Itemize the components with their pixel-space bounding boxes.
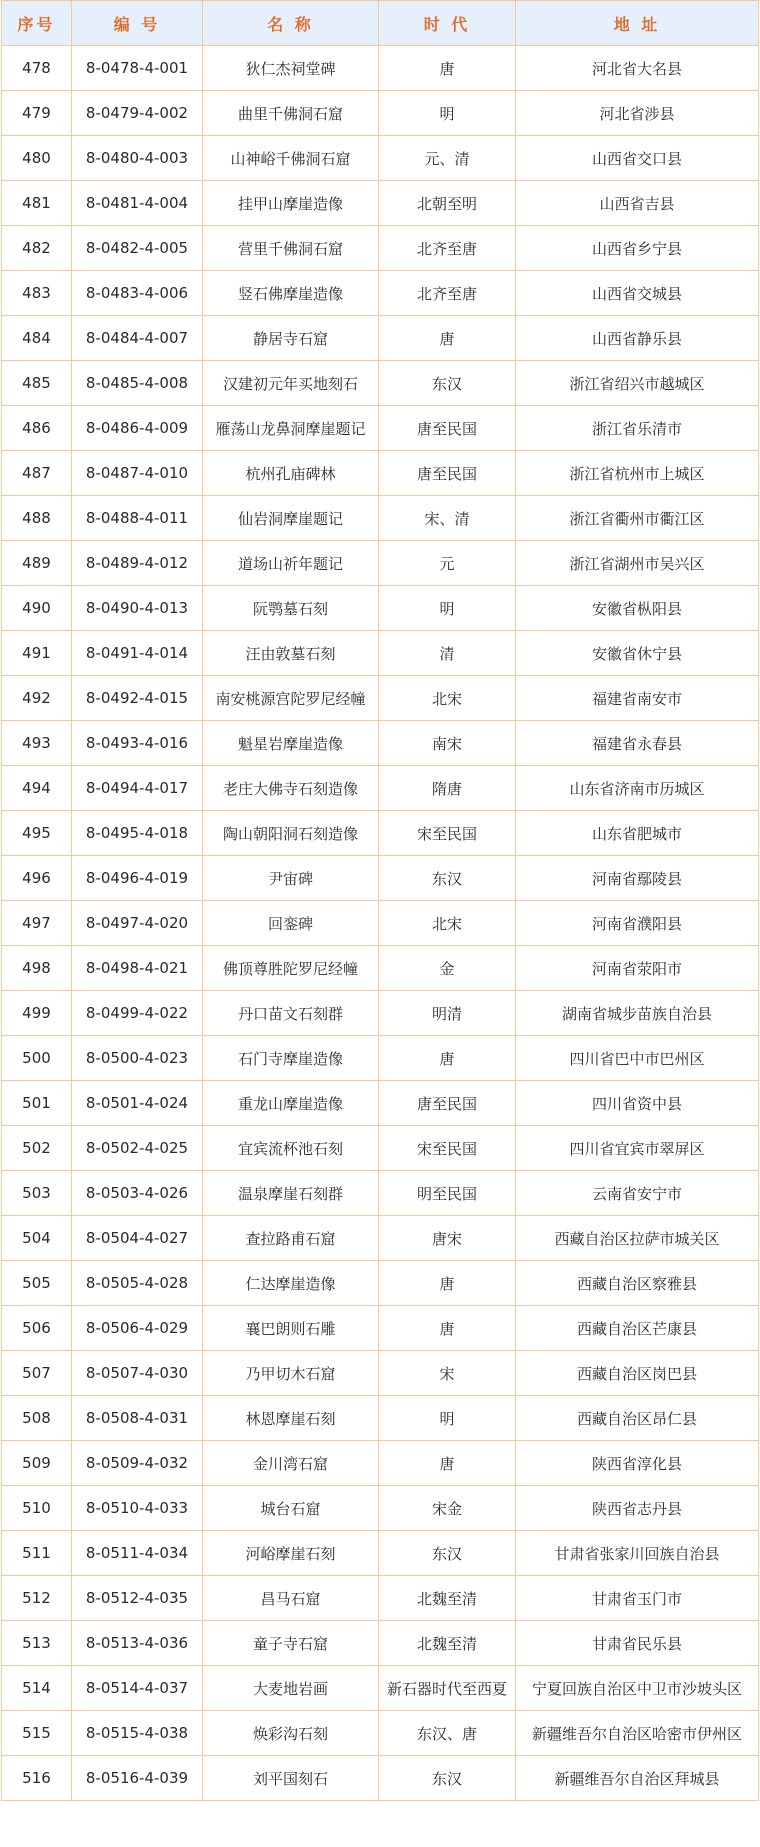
cell-code: 8-0507-4-030 xyxy=(72,1351,203,1396)
cell-seq: 485 xyxy=(2,361,72,406)
cell-code: 8-0504-4-027 xyxy=(72,1216,203,1261)
table-row xyxy=(2,991,759,1036)
cell-seq: 490 xyxy=(2,586,72,631)
cell-era: 明至民国 xyxy=(379,1171,516,1216)
cell-era: 唐 xyxy=(379,1036,516,1081)
cell-name: 杭州孔庙碑林 xyxy=(203,451,379,496)
cell-seq: 503 xyxy=(2,1171,72,1216)
cell-code: 8-0506-4-029 xyxy=(72,1306,203,1351)
table-row xyxy=(2,1126,759,1171)
cell-name: 雁荡山龙鼻洞摩崖题记 xyxy=(203,406,379,451)
cell-seq: 482 xyxy=(2,226,72,271)
cell-name: 大麦地岩画 xyxy=(203,1666,379,1711)
cell-era: 宋至民国 xyxy=(379,811,516,856)
cell-address: 四川省巴中市巴州区 xyxy=(516,1036,759,1081)
cell-era: 隋唐 xyxy=(379,766,516,811)
cell-seq: 515 xyxy=(2,1711,72,1756)
cell-code: 8-0489-4-012 xyxy=(72,541,203,586)
cell-address: 西藏自治区昂仁县 xyxy=(516,1396,759,1441)
table-row xyxy=(2,271,759,316)
cell-address: 浙江省杭州市上城区 xyxy=(516,451,759,496)
cell-era: 东汉 xyxy=(379,1531,516,1576)
cell-name: 石门寺摩崖造像 xyxy=(203,1036,379,1081)
cell-era: 唐 xyxy=(379,46,516,91)
cell-era: 东汉 xyxy=(379,361,516,406)
cell-name: 河峪摩崖石刻 xyxy=(203,1531,379,1576)
cell-code: 8-0490-4-013 xyxy=(72,586,203,631)
cell-address: 甘肃省张家川回族自治县 xyxy=(516,1531,759,1576)
cell-era: 明 xyxy=(379,91,516,136)
cell-address: 新疆维吾尔自治区哈密市伊州区 xyxy=(516,1711,759,1756)
cell-era: 北宋 xyxy=(379,901,516,946)
table-row xyxy=(2,316,759,361)
table-row xyxy=(2,1711,759,1756)
table-row xyxy=(2,226,759,271)
cell-name: 营里千佛洞石窟 xyxy=(203,226,379,271)
cell-address: 山西省乡宁县 xyxy=(516,226,759,271)
cell-era: 北魏至清 xyxy=(379,1576,516,1621)
cell-code: 8-0484-4-007 xyxy=(72,316,203,361)
cell-address: 甘肃省民乐县 xyxy=(516,1621,759,1666)
cell-era: 唐 xyxy=(379,1441,516,1486)
cell-seq: 505 xyxy=(2,1261,72,1306)
cell-era: 宋、清 xyxy=(379,496,516,541)
cell-code: 8-0513-4-036 xyxy=(72,1621,203,1666)
cell-seq: 502 xyxy=(2,1126,72,1171)
table-header xyxy=(2,1,759,46)
cell-address: 陕西省志丹县 xyxy=(516,1486,759,1531)
cell-name: 童子寺石窟 xyxy=(203,1621,379,1666)
cell-address: 山西省交城县 xyxy=(516,271,759,316)
table-row xyxy=(2,856,759,901)
cell-address: 河北省涉县 xyxy=(516,91,759,136)
cell-name: 静居寺石窟 xyxy=(203,316,379,361)
cell-name: 重龙山摩崖造像 xyxy=(203,1081,379,1126)
header-row xyxy=(2,1,759,46)
table-row xyxy=(2,406,759,451)
table-row xyxy=(2,766,759,811)
cell-name: 竖石佛摩崖造像 xyxy=(203,271,379,316)
table-row xyxy=(2,1351,759,1396)
cell-name: 佛顶尊胜陀罗尼经幢 xyxy=(203,946,379,991)
cell-code: 8-0485-4-008 xyxy=(72,361,203,406)
cell-address: 西藏自治区芒康县 xyxy=(516,1306,759,1351)
cell-name: 汉建初元年买地刻石 xyxy=(203,361,379,406)
cell-code: 8-0512-4-035 xyxy=(72,1576,203,1621)
cell-code: 8-0495-4-018 xyxy=(72,811,203,856)
cell-code: 8-0502-4-025 xyxy=(72,1126,203,1171)
cell-seq: 491 xyxy=(2,631,72,676)
cell-era: 东汉、唐 xyxy=(379,1711,516,1756)
cell-name: 城台石窟 xyxy=(203,1486,379,1531)
cell-name: 乃甲切木石窟 xyxy=(203,1351,379,1396)
cell-name: 曲里千佛洞石窟 xyxy=(203,91,379,136)
cell-era: 北朝至明 xyxy=(379,181,516,226)
cell-seq: 486 xyxy=(2,406,72,451)
header-name: 名 称 xyxy=(203,1,379,46)
table-row xyxy=(2,946,759,991)
cell-era: 明 xyxy=(379,586,516,631)
cell-name: 老庄大佛寺石刻造像 xyxy=(203,766,379,811)
cell-code: 8-0498-4-021 xyxy=(72,946,203,991)
cell-address: 河南省鄢陵县 xyxy=(516,856,759,901)
cell-address: 河南省濮阳县 xyxy=(516,901,759,946)
cell-era: 东汉 xyxy=(379,1756,516,1801)
cell-address: 浙江省绍兴市越城区 xyxy=(516,361,759,406)
table-row xyxy=(2,541,759,586)
cell-name: 挂甲山摩崖造像 xyxy=(203,181,379,226)
cell-era: 北宋 xyxy=(379,676,516,721)
cell-name: 汪由敦墓石刻 xyxy=(203,631,379,676)
cell-name: 尹宙碑 xyxy=(203,856,379,901)
cell-code: 8-0478-4-001 xyxy=(72,46,203,91)
cell-code: 8-0503-4-026 xyxy=(72,1171,203,1216)
cell-address: 西藏自治区岗巴县 xyxy=(516,1351,759,1396)
cell-seq: 508 xyxy=(2,1396,72,1441)
cell-code: 8-0481-4-004 xyxy=(72,181,203,226)
cell-name: 仙岩洞摩崖题记 xyxy=(203,496,379,541)
cell-address: 安徽省枞阳县 xyxy=(516,586,759,631)
table-row xyxy=(2,1396,759,1441)
cell-seq: 497 xyxy=(2,901,72,946)
cell-address: 宁夏回族自治区中卫市沙坡头区 xyxy=(516,1666,759,1711)
cell-code: 8-0499-4-022 xyxy=(72,991,203,1036)
cell-era: 唐至民国 xyxy=(379,406,516,451)
table-row xyxy=(2,451,759,496)
cell-address: 山西省静乐县 xyxy=(516,316,759,361)
cell-address: 湖南省城步苗族自治县 xyxy=(516,991,759,1036)
header-seq: 序号 xyxy=(2,1,72,46)
cell-era: 唐至民国 xyxy=(379,1081,516,1126)
cell-code: 8-0508-4-031 xyxy=(72,1396,203,1441)
cell-code: 8-0505-4-028 xyxy=(72,1261,203,1306)
cell-seq: 507 xyxy=(2,1351,72,1396)
table-row xyxy=(2,1441,759,1486)
cell-seq: 500 xyxy=(2,1036,72,1081)
cell-name: 金川湾石窟 xyxy=(203,1441,379,1486)
cell-name: 魁星岩摩崖造像 xyxy=(203,721,379,766)
cell-code: 8-0479-4-002 xyxy=(72,91,203,136)
cell-seq: 494 xyxy=(2,766,72,811)
cell-name: 温泉摩崖石刻群 xyxy=(203,1171,379,1216)
cell-name: 林恩摩崖石刻 xyxy=(203,1396,379,1441)
cell-name: 查拉路甫石窟 xyxy=(203,1216,379,1261)
cell-address: 浙江省乐清市 xyxy=(516,406,759,451)
cell-code: 8-0488-4-011 xyxy=(72,496,203,541)
cell-era: 金 xyxy=(379,946,516,991)
cell-name: 焕彩沟石刻 xyxy=(203,1711,379,1756)
cell-name: 昌马石窟 xyxy=(203,1576,379,1621)
table-row xyxy=(2,91,759,136)
cell-code: 8-0482-4-005 xyxy=(72,226,203,271)
cell-name: 道场山祈年题记 xyxy=(203,541,379,586)
cell-era: 东汉 xyxy=(379,856,516,901)
table-row xyxy=(2,1576,759,1621)
table-row xyxy=(2,811,759,856)
table-row xyxy=(2,1531,759,1576)
table-row xyxy=(2,631,759,676)
cell-seq: 510 xyxy=(2,1486,72,1531)
cell-era: 明 xyxy=(379,1396,516,1441)
cell-era: 唐至民国 xyxy=(379,451,516,496)
cell-address: 浙江省衢州市衢江区 xyxy=(516,496,759,541)
table-row xyxy=(2,721,759,766)
cell-name: 山神峪千佛洞石窟 xyxy=(203,136,379,181)
header-code: 编 号 xyxy=(72,1,203,46)
header-era: 时 代 xyxy=(379,1,516,46)
cell-era: 北魏至清 xyxy=(379,1621,516,1666)
table-row xyxy=(2,1621,759,1666)
cell-era: 元 xyxy=(379,541,516,586)
cell-seq: 487 xyxy=(2,451,72,496)
cell-seq: 495 xyxy=(2,811,72,856)
table-body xyxy=(2,46,759,1801)
cell-address: 陕西省淳化县 xyxy=(516,1441,759,1486)
table-row xyxy=(2,1036,759,1081)
cell-address: 甘肃省玉门市 xyxy=(516,1576,759,1621)
cell-code: 8-0515-4-038 xyxy=(72,1711,203,1756)
cell-code: 8-0514-4-037 xyxy=(72,1666,203,1711)
cell-code: 8-0487-4-010 xyxy=(72,451,203,496)
cell-address: 福建省永春县 xyxy=(516,721,759,766)
cell-address: 西藏自治区察雅县 xyxy=(516,1261,759,1306)
cell-era: 南宋 xyxy=(379,721,516,766)
cell-seq: 506 xyxy=(2,1306,72,1351)
cell-era: 宋 xyxy=(379,1351,516,1396)
cell-code: 8-0496-4-019 xyxy=(72,856,203,901)
cell-era: 唐 xyxy=(379,1261,516,1306)
cell-seq: 480 xyxy=(2,136,72,181)
table-row xyxy=(2,496,759,541)
cell-seq: 509 xyxy=(2,1441,72,1486)
cell-name: 南安桃源宫陀罗尼经幢 xyxy=(203,676,379,721)
table-row xyxy=(2,1486,759,1531)
cell-era: 元、清 xyxy=(379,136,516,181)
cell-address: 西藏自治区拉萨市城关区 xyxy=(516,1216,759,1261)
heritage-table xyxy=(1,0,759,1801)
cell-seq: 496 xyxy=(2,856,72,901)
cell-code: 8-0492-4-015 xyxy=(72,676,203,721)
cell-address: 山东省济南市历城区 xyxy=(516,766,759,811)
cell-address: 河南省荥阳市 xyxy=(516,946,759,991)
cell-era: 宋至民国 xyxy=(379,1126,516,1171)
cell-code: 8-0501-4-024 xyxy=(72,1081,203,1126)
cell-address: 四川省资中县 xyxy=(516,1081,759,1126)
cell-name: 陶山朝阳洞石刻造像 xyxy=(203,811,379,856)
cell-era: 北齐至唐 xyxy=(379,226,516,271)
cell-address: 云南省安宁市 xyxy=(516,1171,759,1216)
cell-address: 福建省南安市 xyxy=(516,676,759,721)
cell-seq: 488 xyxy=(2,496,72,541)
cell-code: 8-0500-4-023 xyxy=(72,1036,203,1081)
table-row xyxy=(2,136,759,181)
cell-seq: 489 xyxy=(2,541,72,586)
table-row xyxy=(2,676,759,721)
cell-seq: 512 xyxy=(2,1576,72,1621)
table-row xyxy=(2,586,759,631)
table-row xyxy=(2,1171,759,1216)
cell-era: 清 xyxy=(379,631,516,676)
cell-seq: 478 xyxy=(2,46,72,91)
cell-seq: 504 xyxy=(2,1216,72,1261)
cell-seq: 499 xyxy=(2,991,72,1036)
table-row xyxy=(2,1216,759,1261)
cell-code: 8-0497-4-020 xyxy=(72,901,203,946)
table-row xyxy=(2,46,759,91)
cell-seq: 493 xyxy=(2,721,72,766)
cell-address: 新疆维吾尔自治区拜城县 xyxy=(516,1756,759,1801)
cell-code: 8-0483-4-006 xyxy=(72,271,203,316)
cell-era: 唐宋 xyxy=(379,1216,516,1261)
cell-era: 唐 xyxy=(379,1306,516,1351)
table-row xyxy=(2,1756,759,1801)
cell-code: 8-0494-4-017 xyxy=(72,766,203,811)
cell-seq: 479 xyxy=(2,91,72,136)
cell-code: 8-0509-4-032 xyxy=(72,1441,203,1486)
table-row xyxy=(2,1306,759,1351)
cell-seq: 483 xyxy=(2,271,72,316)
cell-seq: 484 xyxy=(2,316,72,361)
table-row xyxy=(2,1666,759,1711)
cell-seq: 498 xyxy=(2,946,72,991)
header-address: 地 址 xyxy=(516,1,759,46)
cell-name: 刘平国刻石 xyxy=(203,1756,379,1801)
cell-era: 明清 xyxy=(379,991,516,1036)
table-row xyxy=(2,361,759,406)
cell-code: 8-0480-4-003 xyxy=(72,136,203,181)
cell-address: 山西省吉县 xyxy=(516,181,759,226)
table-row xyxy=(2,181,759,226)
cell-name: 阮鹗墓石刻 xyxy=(203,586,379,631)
cell-address: 河北省大名县 xyxy=(516,46,759,91)
cell-code: 8-0493-4-016 xyxy=(72,721,203,766)
cell-seq: 516 xyxy=(2,1756,72,1801)
cell-seq: 511 xyxy=(2,1531,72,1576)
cell-seq: 513 xyxy=(2,1621,72,1666)
cell-name: 襄巴朗则石雕 xyxy=(203,1306,379,1351)
table-row xyxy=(2,901,759,946)
cell-era: 宋金 xyxy=(379,1486,516,1531)
cell-name: 回銮碑 xyxy=(203,901,379,946)
table-row xyxy=(2,1261,759,1306)
cell-name: 丹口苗文石刻群 xyxy=(203,991,379,1036)
cell-seq: 501 xyxy=(2,1081,72,1126)
cell-address: 山东省肥城市 xyxy=(516,811,759,856)
table-row xyxy=(2,1081,759,1126)
cell-code: 8-0516-4-039 xyxy=(72,1756,203,1801)
cell-seq: 492 xyxy=(2,676,72,721)
cell-era: 唐 xyxy=(379,316,516,361)
cell-code: 8-0486-4-009 xyxy=(72,406,203,451)
cell-code: 8-0491-4-014 xyxy=(72,631,203,676)
cell-code: 8-0511-4-034 xyxy=(72,1531,203,1576)
cell-name: 狄仁杰祠堂碑 xyxy=(203,46,379,91)
cell-address: 山西省交口县 xyxy=(516,136,759,181)
cell-seq: 481 xyxy=(2,181,72,226)
cell-seq: 514 xyxy=(2,1666,72,1711)
cell-address: 浙江省湖州市吴兴区 xyxy=(516,541,759,586)
cell-era: 北齐至唐 xyxy=(379,271,516,316)
cell-address: 安徽省休宁县 xyxy=(516,631,759,676)
cell-name: 宜宾流杯池石刻 xyxy=(203,1126,379,1171)
cell-name: 仁达摩崖造像 xyxy=(203,1261,379,1306)
cell-address: 四川省宜宾市翠屏区 xyxy=(516,1126,759,1171)
cell-era: 新石器时代至西夏 xyxy=(379,1666,516,1711)
cell-code: 8-0510-4-033 xyxy=(72,1486,203,1531)
